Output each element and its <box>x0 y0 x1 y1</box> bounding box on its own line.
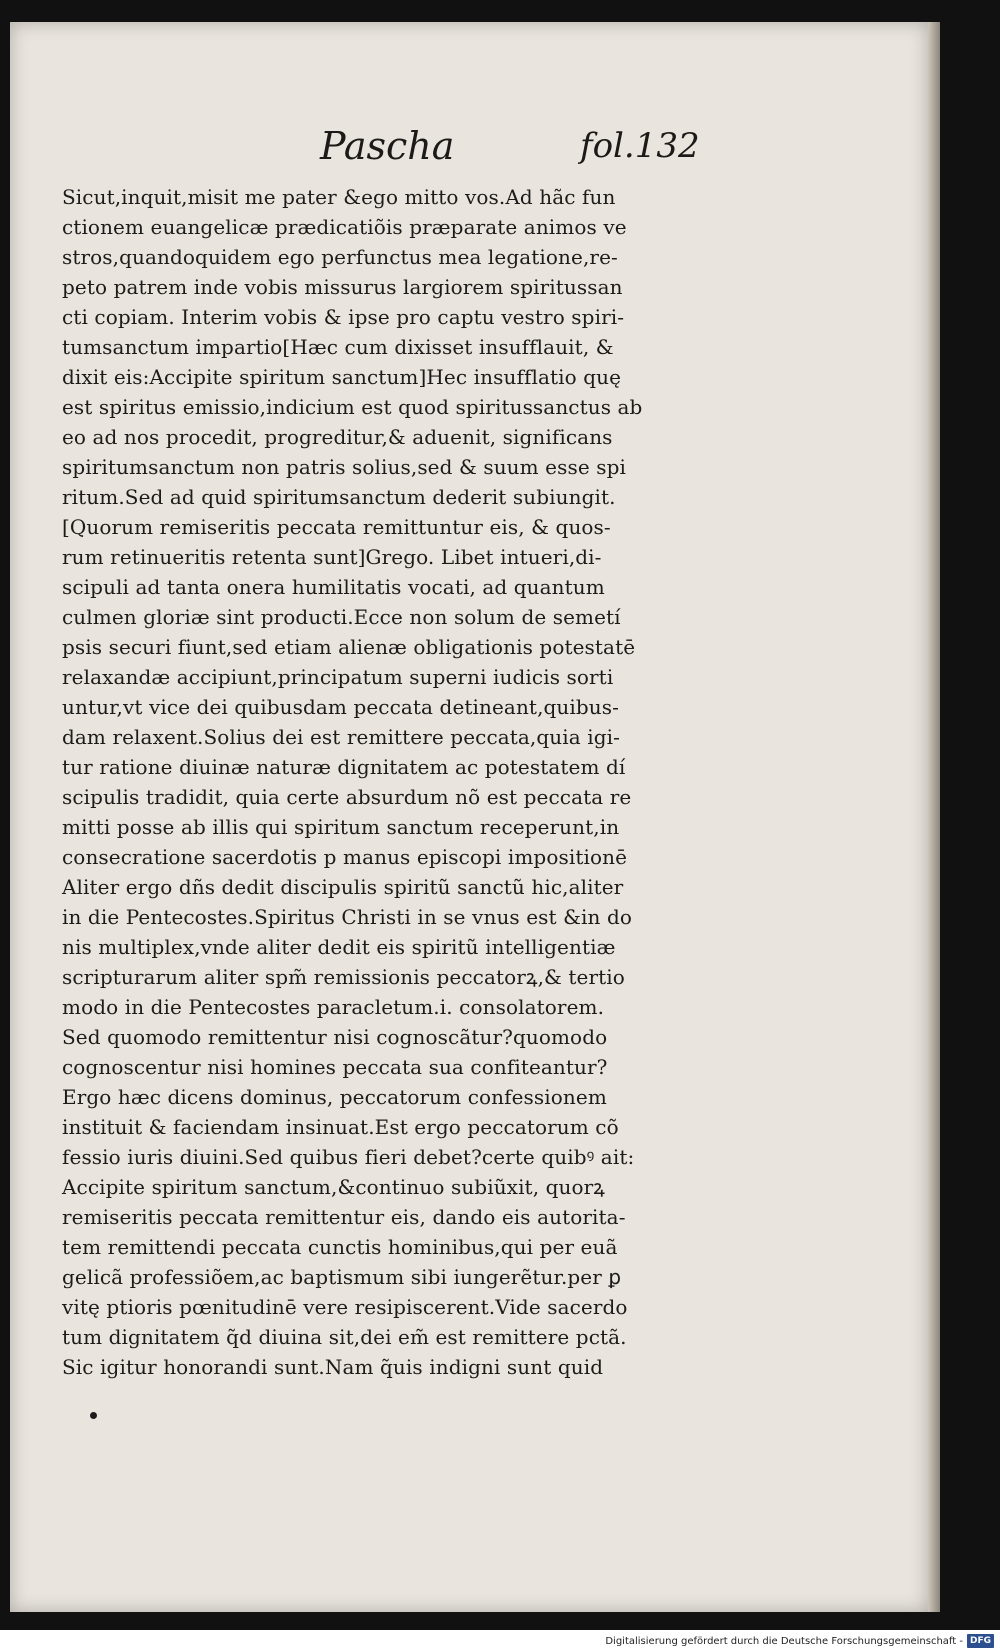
text-line: tumsanctum impartio[Hæc cum dixisset insufflauit, & <box>62 335 614 359</box>
text-line: scipuli ad tanta onera humilitatis vocati, ad quantum <box>62 575 605 599</box>
text-line: Ergo hæc dicens dominus, peccatorum confessionem <box>62 1085 607 1109</box>
text-line: untur,vt vice dei quibusdam peccata detineant,quibus- <box>62 695 620 719</box>
text-line: culmen gloriæ sint producti.Ecce non solum de semetí <box>62 605 621 629</box>
text-line: scripturarum aliter spm̃ remissionis peccatorꝝ,& tertio <box>62 965 625 989</box>
text-line: relaxandæ accipiunt,principatum superni iudicis sorti <box>62 665 614 689</box>
text-line: remiseritis peccata remittentur eis, dando eis autorita- <box>62 1205 626 1229</box>
text-line: dixit eis:Accipite spiritum sanctum]Hec insufflatio quę <box>62 365 622 389</box>
ink-dot <box>90 1412 97 1419</box>
text-line: vitę ptioris pœnitudinē vere resipiscerent.Vide sacerdo <box>62 1295 628 1319</box>
text-line: dam relaxent.Solius dei est remittere peccata,quia igi- <box>62 725 620 749</box>
text-line: [Quorum remiseritis peccata remittuntur eis, & quos- <box>62 515 611 539</box>
text-line: nis multiplex,vnde aliter dedit eis spiritũ intelligentiæ <box>62 935 616 959</box>
text-line: in die Pentecostes.Spiritus Christi in se vnus est &in do <box>62 905 633 929</box>
text-line: Sicut,inquit,misit me pater &ego mitto vos.Ad hãc fun <box>62 185 616 209</box>
text-line: ctionem euangelicæ prædicatiõis præparate animos ve <box>62 215 627 239</box>
text-line: rum retinueritis retenta sunt]Grego. Libet intueri,di- <box>62 545 602 569</box>
digitization-footer <box>605 1633 994 1649</box>
text-line: ritum.Sed ad quid spiritumsanctum dederit subiungit. <box>62 485 616 509</box>
text-line: cognoscentur nisi homines peccata sua confiteantur? <box>62 1055 608 1079</box>
body-text <box>62 182 742 1382</box>
text-line: mitti posse ab illis qui spiritum sanctum receperunt,in <box>62 815 620 839</box>
text-line: psis securi fiunt,sed etiam alienæ obligationis potestatē <box>62 635 636 659</box>
text-line: gelicã professiõem,ac baptismum sibi iungerẽtur.per ꝑ <box>62 1265 622 1289</box>
text-line: Accipite spiritum sanctum,&continuo subiũxit, quorꝝ <box>62 1175 605 1199</box>
text-line: instituit & faciendam insinuat.Est ergo peccatorum cõ <box>62 1115 619 1139</box>
folio-number: fol.132 <box>580 126 700 166</box>
text-line: fessio iuris diuini.Sed quibus fieri debet?certe quibꝰ ait: <box>62 1145 635 1169</box>
text-line: tum dignitatem q̃d diuina sit,dei em̃ est remittere pctã. <box>62 1325 627 1349</box>
text-line: spiritumsanctum non patris solius,sed & suum esse spi <box>62 455 627 479</box>
text-line: tem remittendi peccata cunctis hominibus,qui per euã <box>62 1235 618 1259</box>
text-line: cti copiam. Interim vobis & ipse pro captu vestro spiri- <box>62 305 625 329</box>
text-line: tur ratione diuinæ naturæ dignitatem ac potestatem dí <box>62 755 626 779</box>
text-line: modo in die Pentecostes paracletum.i. consolatorem. <box>62 995 605 1019</box>
text-line: Sed quomodo remittentur nisi cognoscãtur?quomodo <box>62 1025 608 1049</box>
text-line: consecratione sacerdotis p manus episcopi impositionē <box>62 845 628 869</box>
page-edge <box>928 22 940 1612</box>
running-head: Pascha <box>320 124 455 168</box>
text-line: est spiritus emissio,indicium est quod spiritussanctus ab <box>62 395 643 419</box>
text-line: peto patrem inde vobis missurus largiorem spiritussan <box>62 275 623 299</box>
book-page <box>10 22 928 1612</box>
text-line: Aliter ergo dñs dedit discipulis spiritũ sanctũ hic,aliter <box>62 875 624 899</box>
dfg-logo-icon: DFG <box>967 1634 994 1648</box>
text-line: eo ad nos procedit, progreditur,& aduenit, significans <box>62 425 613 449</box>
text-line: Sic igitur honorandi sunt.Nam q̃uis indigni sunt quid <box>62 1355 604 1379</box>
page-header <box>10 114 928 174</box>
text-line: scipulis tradidit, quia certe absurdum nõ est peccata re <box>62 785 632 809</box>
text-line: stros,quandoquidem ego perfunctus mea legatione,re- <box>62 245 618 269</box>
funding-note: Digitalisierung gefördert durch die Deutsche Forschungsgemeinschaft - <box>605 1635 963 1647</box>
